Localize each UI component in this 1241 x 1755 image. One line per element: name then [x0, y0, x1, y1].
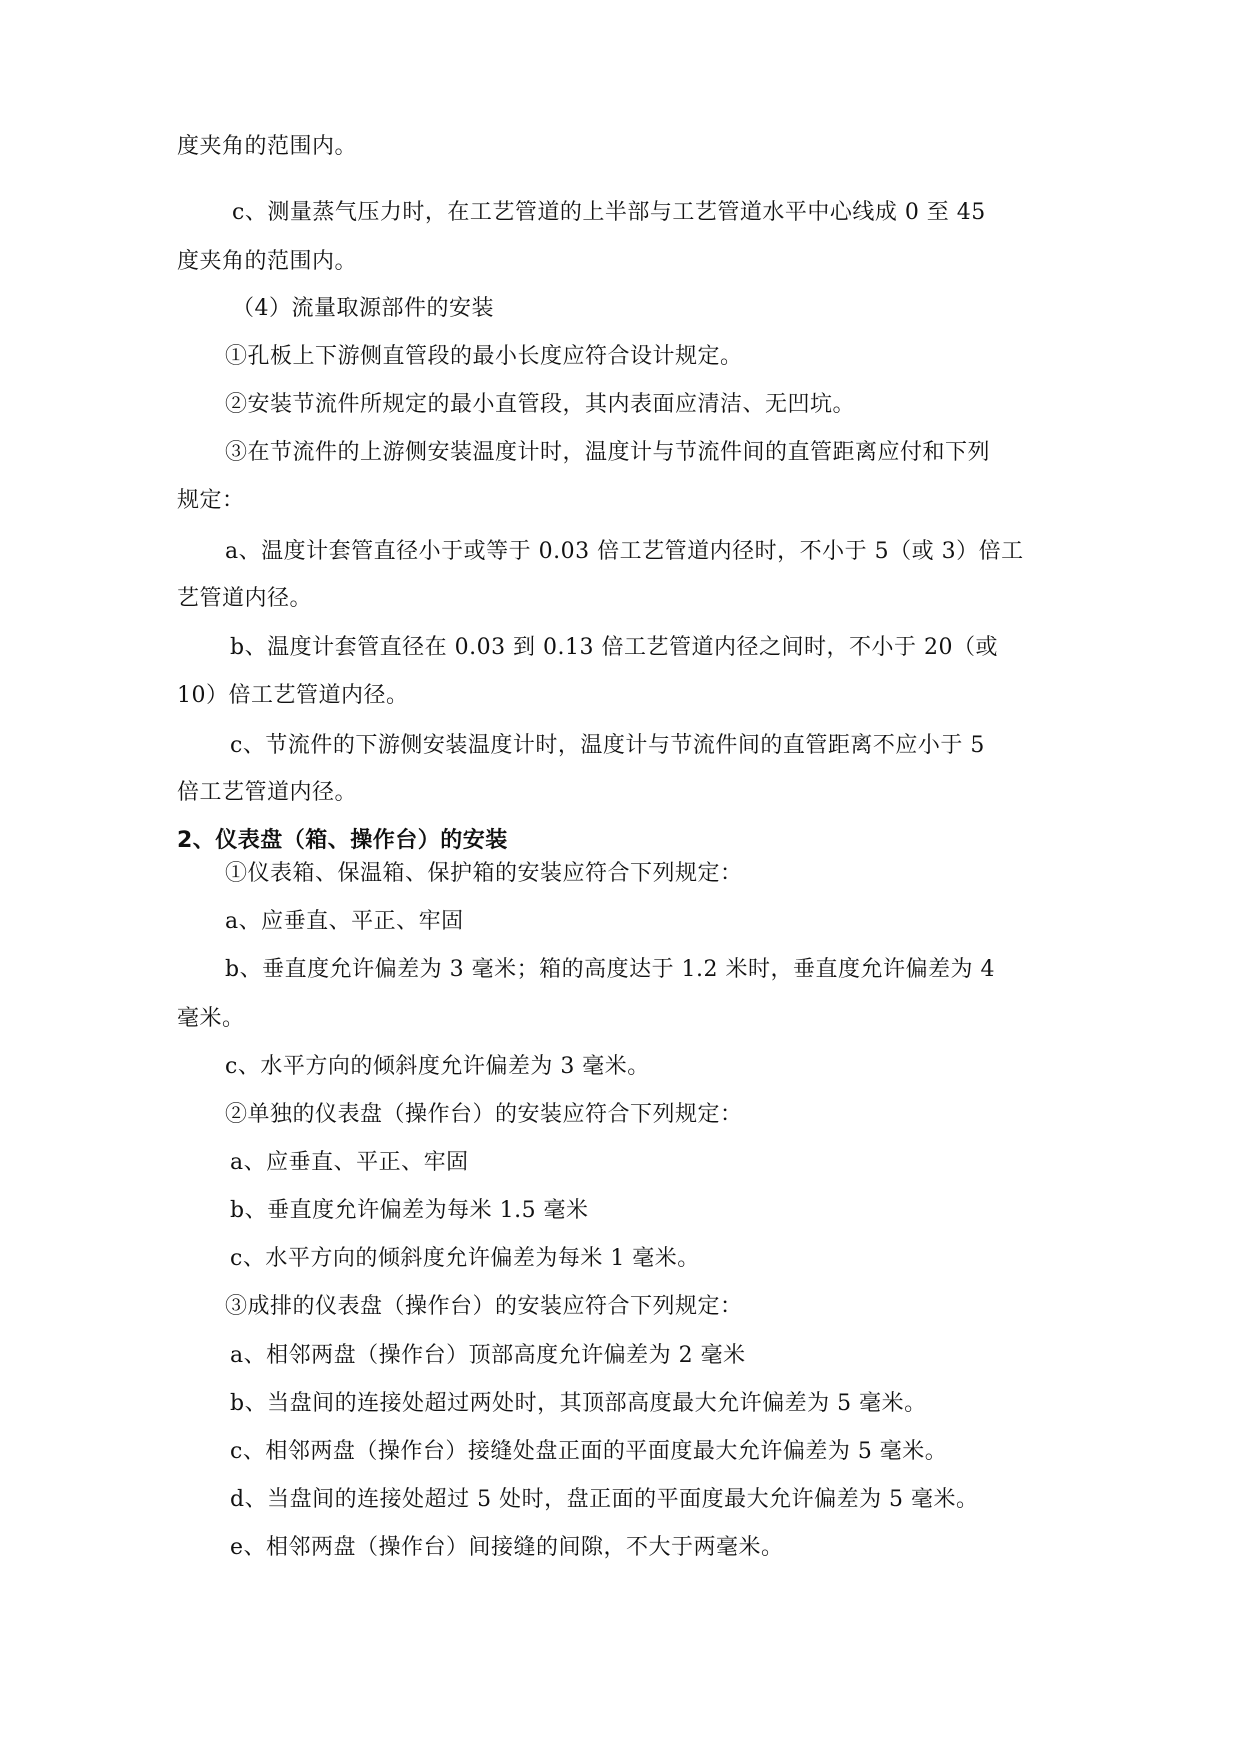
text-line: a、温度计套管直径小于或等于 0.03 倍工艺管道内径时，不小于 5（或 3）倍工: [225, 539, 1024, 564]
text-line: c、水平方向的倾斜度允许偏差为每米 1 毫米。: [230, 1246, 700, 1271]
text-line: e、相邻两盘（操作台）间接缝的间隙，不大于两毫米。: [230, 1535, 784, 1560]
text-line: b、当盘间的连接处超过两处时，其顶部高度最大允许偏差为 5 毫米。: [230, 1391, 927, 1416]
text-line: ②单独的仪表盘（操作台）的安装应符合下列规定：: [225, 1102, 743, 1127]
text-line: a、应垂直、平正、牢固: [225, 909, 464, 934]
text-line: b、垂直度允许偏差为 3 毫米；箱的高度达于 1.2 米时，垂直度允许偏差为 4: [225, 957, 996, 982]
text-line: ①孔板上下游侧直管段的最小长度应符合设计规定。: [225, 344, 743, 369]
text-line: c、测量蒸气压力时，在工艺管道的上半部与工艺管道水平中心线成 0 至 45: [232, 200, 986, 225]
text-line: （4）流量取源部件的安装: [232, 296, 494, 321]
text-line: 艺管道内径。: [177, 586, 313, 611]
text-line: d、当盘间的连接处超过 5 处时，盘正面的平面度最大允许偏差为 5 毫米。: [230, 1487, 979, 1512]
text-line: ①仪表箱、保温箱、保护箱的安装应符合下列规定：: [225, 861, 743, 886]
text-line: 规定：: [177, 488, 245, 513]
text-line: 10）倍工艺管道内径。: [177, 683, 409, 708]
text-line: ②安装节流件所规定的最小直管段，其内表面应清洁、无凹坑。: [225, 392, 856, 417]
text-line: 度夹角的范围内。: [177, 134, 358, 159]
text-line: a、相邻两盘（操作台）顶部高度允许偏差为 2 毫米: [230, 1343, 746, 1368]
text-line: c、节流件的下游侧安装温度计时，温度计与节流件间的直管距离不应小于 5: [230, 733, 985, 758]
text-line: 毫米。: [177, 1006, 245, 1031]
section-heading: 2、仪表盘（箱、操作台）的安装: [177, 828, 508, 853]
text-line: ③成排的仪表盘（操作台）的安装应符合下列规定：: [225, 1294, 743, 1319]
text-line: c、相邻两盘（操作台）接缝处盘正面的平面度最大允许偏差为 5 毫米。: [230, 1439, 948, 1464]
text-line: 倍工艺管道内径。: [177, 780, 358, 805]
text-line: b、垂直度允许偏差为每米 1.5 毫米: [230, 1198, 589, 1223]
text-line: 度夹角的范围内。: [177, 249, 358, 274]
text-line: b、温度计套管直径在 0.03 到 0.13 倍工艺管道内径之间时，不小于 20（或: [230, 635, 999, 660]
text-line: c、水平方向的倾斜度允许偏差为 3 毫米。: [225, 1054, 650, 1079]
text-line: ③在节流件的上游侧安装温度计时，温度计与节流件间的直管距离应付和下列: [225, 440, 991, 465]
text-line: a、应垂直、平正、牢固: [230, 1150, 469, 1175]
